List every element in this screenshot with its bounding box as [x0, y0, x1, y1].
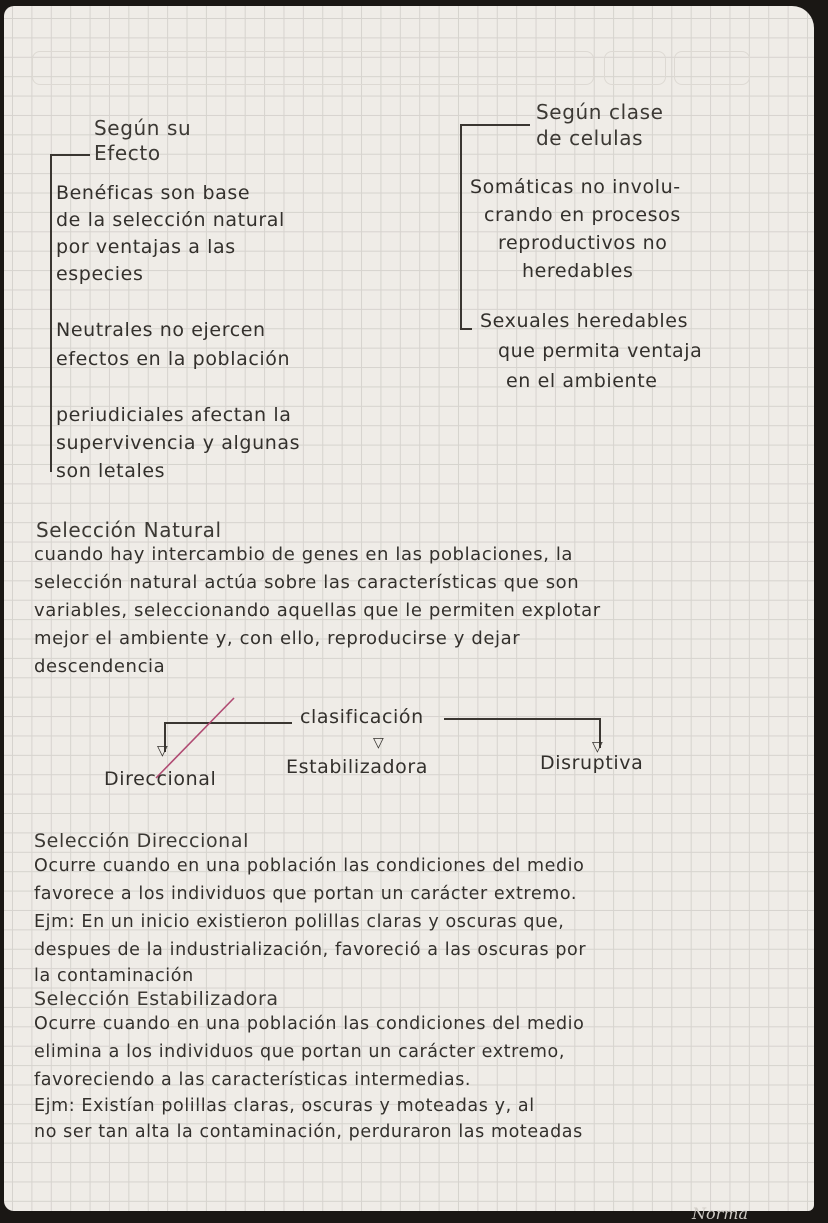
- beneficas-line: por ventajas a las: [56, 236, 236, 258]
- sexuales-line: en el ambiente: [506, 370, 658, 392]
- direccional-title: Selección Direccional: [34, 830, 249, 852]
- estabilizadora-title: Selección Estabilizadora: [34, 988, 279, 1010]
- neutrales-line: Neutrales no ejercen: [56, 319, 266, 341]
- notebook-page: [4, 6, 814, 1223]
- somaticas-line: reproductivos no: [498, 232, 668, 254]
- clasificacion-item: Estabilizadora: [286, 756, 429, 778]
- header-bar: [32, 51, 594, 85]
- estabilizadora-line: Ocurre cuando en una población las condiciones del medio: [34, 1014, 585, 1034]
- clasificacion-item: Disruptiva: [540, 752, 644, 774]
- bracket-stub: [50, 154, 90, 156]
- somaticas-line: crando en procesos: [484, 204, 681, 226]
- beneficas-line: Benéficas son base: [56, 182, 251, 204]
- bracket-stub: [460, 328, 472, 330]
- arrow-down-icon: ▽: [592, 739, 604, 755]
- estabilizadora-line: elimina a los individuos que portan un carácter extremo,: [34, 1042, 566, 1062]
- beneficas-line: de la selección natural: [56, 209, 285, 231]
- left-heading-line: Efecto: [94, 141, 161, 165]
- direccional-line: la contaminación: [34, 966, 194, 986]
- somaticas-line: Somáticas no involu-: [470, 176, 681, 198]
- clasificacion-label: clasificación: [300, 706, 424, 728]
- perjudiciales-line: supervivencia y algunas: [56, 432, 301, 454]
- left-bracket: [50, 154, 52, 472]
- natural-line: descendencia: [34, 656, 166, 677]
- natural-line: selección natural actúa sobre las características que son: [34, 572, 580, 593]
- right-heading-line: Según clase: [536, 100, 664, 124]
- estabilizadora-line: no ser tan alta la contaminación, perduraron las moteadas: [34, 1122, 583, 1142]
- right-heading-line: de celulas: [536, 126, 644, 150]
- header-box: [674, 51, 750, 85]
- natural-line: variables, seleccionando aquellas que le permiten explotar: [34, 600, 601, 621]
- arrow-down-icon: ▽: [373, 735, 385, 751]
- natural-line: mejor el ambiente y, con ello, reproducirse y dejar: [34, 628, 521, 649]
- estabilizadora-line: Ejm: Existían polillas claras, oscuras y moteadas y, al: [34, 1096, 535, 1116]
- bracket-stub: [460, 124, 530, 126]
- somaticas-line: heredables: [522, 260, 634, 282]
- sexuales-line: Sexuales heredables: [480, 310, 689, 332]
- beneficas-line: especies: [56, 263, 144, 285]
- sexuales-line: que permita ventaja: [498, 340, 703, 362]
- diagram-line-right: [444, 718, 600, 720]
- natural-line: cuando hay intercambio de genes en las poblaciones, la: [34, 544, 574, 565]
- brand-logo: Norma: [692, 1204, 748, 1223]
- estabilizadora-line: favoreciendo a las características intermedias.: [34, 1070, 472, 1090]
- header-box: [604, 51, 666, 85]
- direccional-line: Ocurre cuando en una población las condiciones del medio: [34, 856, 585, 876]
- perjudiciales-line: periudiciales afectan la: [56, 404, 292, 426]
- left-heading-line: Según su: [94, 116, 192, 140]
- seleccion-natural-title: Selección Natural: [36, 518, 222, 542]
- arrow-down-icon: ▽: [157, 743, 169, 759]
- neutrales-line: efectos en la población: [56, 348, 291, 370]
- clasificacion-item: Direccional: [104, 768, 217, 790]
- direccional-line: favorece a los individuos que portan un carácter extremo.: [34, 884, 577, 904]
- right-bracket: [460, 124, 462, 329]
- direccional-line: Ejm: En un inicio existieron polillas claras y oscuras que,: [34, 912, 565, 932]
- direccional-line: despues de la industrialización, favoreció a las oscuras por: [34, 940, 587, 960]
- perjudiciales-line: son letales: [56, 460, 166, 482]
